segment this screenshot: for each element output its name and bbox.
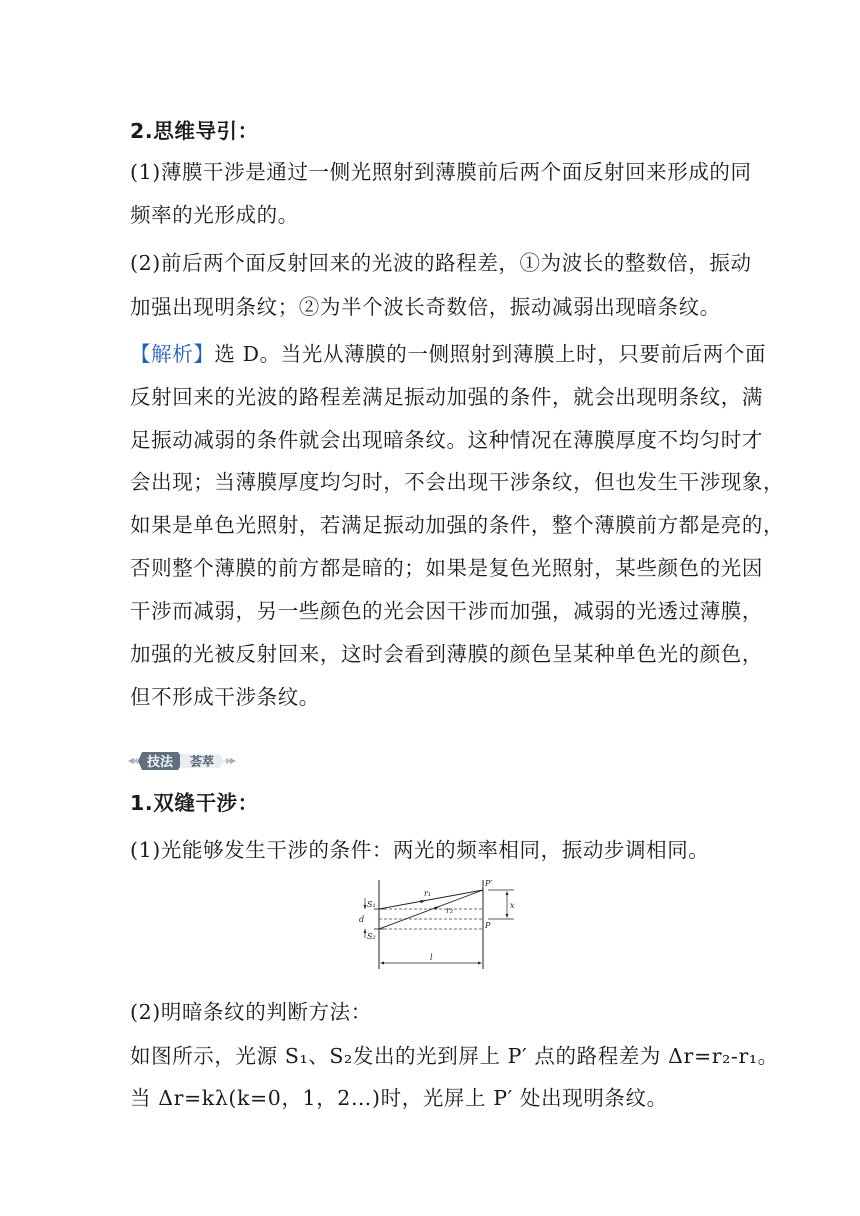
paragraph-line: (1)光能够发生干涉的条件：两光的频率相同，振动步调相同。: [130, 838, 710, 862]
analysis-line: 加强的光被反射回来，这时会看到薄膜的颜色呈某种单色光的颜色，: [130, 642, 763, 666]
double-slit-diagram: [346, 876, 526, 976]
paragraph-line: 当 Δr=kλ(k=0，1，2…)时，光屏上 P′ 处出现明条纹。: [130, 1086, 668, 1110]
label-x: x: [510, 901, 515, 910]
technique-badge: [126, 748, 238, 774]
analysis-line: 如果是单色光照射，若满足振动加强的条件，整个薄膜前方都是亮的，: [130, 513, 785, 537]
analysis-tag: 解析: [151, 342, 194, 366]
analysis-line: 否则整个薄膜的前方都是暗的；如果是复色光照射，某些颜色的光因: [130, 556, 763, 580]
label-r1: r₁: [424, 889, 432, 898]
paragraph-line: (2)明暗条纹的判断方法：: [130, 1000, 372, 1024]
paragraph-line: (2)前后两个面反射回来的光波的路程差，①为波长的整数倍，振动: [130, 251, 752, 275]
label-p-prime: P′: [485, 879, 493, 888]
label-s2: S₂: [367, 932, 376, 941]
analysis-tag-open: 【: [130, 342, 152, 366]
label-d: d: [359, 915, 365, 924]
analysis-line: 反射回来的光波的路程差满足振动加强的条件，就会出现明条纹，满: [130, 385, 763, 409]
badge-text-part: 技法: [146, 755, 174, 770]
badge-left-arrows-icon: [128, 758, 138, 764]
analysis-line: 但不形成干涉条纹。: [130, 685, 320, 709]
section-heading: 1.双缝干涉：: [130, 791, 259, 815]
analysis-tag-close: 】: [193, 342, 215, 366]
label-p: P: [485, 921, 491, 930]
paragraph-line: 加强出现明条纹；②为半个波长奇数倍，振动减弱出现暗条纹。: [130, 295, 721, 319]
paragraph-line: 频率的光形成的。: [130, 203, 299, 227]
paragraph-line: (1)薄膜干涉是通过一侧光照射到薄膜前后两个面反射回来形成的同: [130, 160, 752, 184]
badge-right-arrows-icon: [226, 758, 236, 764]
label-l: l: [430, 953, 433, 962]
analysis-first-line: [130, 340, 767, 368]
analysis-line: 足振动减弱的条件就会出现暗条纹。这种情况在薄膜厚度不均匀时才: [130, 428, 763, 452]
label-s1: S₁: [367, 900, 376, 909]
label-r2: r₂: [446, 906, 454, 915]
badge-text-part: 荟萃: [189, 754, 215, 769]
analysis-line: 干涉而减弱，另一些颜色的光会因干涉而加强，减弱的光透过薄膜，: [130, 599, 763, 623]
section-heading: 2.思维导引：: [130, 119, 259, 143]
paragraph-line: 如图所示，光源 S₁、S₂发出的光到屏上 P′ 点的路程差为 Δr=r₂-r₁。: [130, 1044, 779, 1068]
analysis-text: 选 D。当光从薄膜的一侧照射到薄膜上时，只要前后两个面: [214, 342, 767, 366]
analysis-line: 会出现；当薄膜厚度均匀时，不会出现干涉条纹，但也发生干涉现象，: [130, 470, 785, 494]
